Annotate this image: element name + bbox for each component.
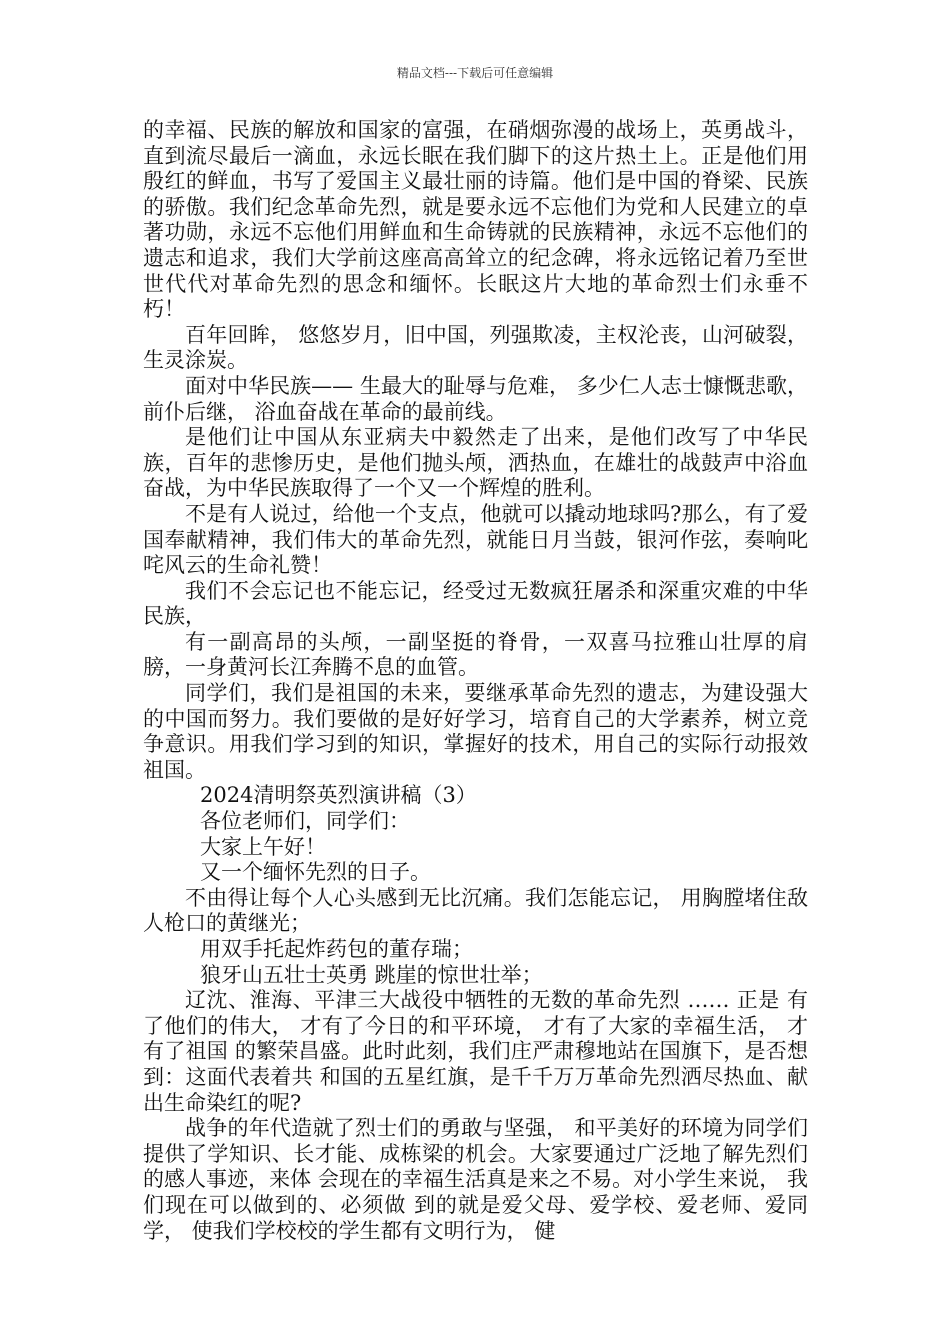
paragraph-14: 用双手托起炸药包的董存瑞；	[200, 937, 473, 961]
paragraph-8: 同学们，我们是祖国的未来，要继承革命先烈的遗志，为建设强大的中国而努力。我们要做的是好好学习，培育自己的大学素养，树立竞争意识。用我们学习到的知识，掌握好的技术，用自己的实际行动报效祖国。	[143, 681, 808, 782]
paragraph-17: 战争的年代造就了烈士们的勇敢与坚强， 和平美好的环境为同学们提供了学知识、长才能、成栋梁的机会。大家要通过广泛地了解先烈们的感人事迹，来体 会现在的幸福生活真是来之不易。对小学生来说， 我们现在可以做到的、必须做 到的就是爱父母、爱学校、爱老师、爱同学， 使我们学校校的学生都有文明行为， 健	[143, 1116, 808, 1243]
paragraph-3: 面对中华民族—— 生最大的耻辱与危难， 多少仁人志士慷慨悲歌，前仆后继， 浴血奋战在革命的最前线。	[143, 373, 808, 424]
paragraph-1: 的幸福、民族的解放和国家的富强，在硝烟弥漫的战场上，英勇战斗，直到流尽最后一滴血，永远长眠在我们脚下的这片热土上。正是他们用殷红的鲜血，书写了爱国主义最壮丽的诗篇。他们是中国的脊梁、民族的骄傲。我们纪念革命先烈，就是要永远不忘他们为党和人民建立的卓著功勋，永远不忘他们用鲜血和生命铸就的民族精神，永远不忘他们的遗志和追求，我们大学前这座高高耸立的纪念碑，将永远铭记着乃至世世代代对革命先烈的思念和缅怀。长眠这片大地的革命烈士们永垂不朽！	[143, 118, 808, 322]
paragraph-12: 又一个缅怀先烈的日子。	[200, 860, 431, 885]
greeting: 各位老师们，同学们：	[200, 809, 410, 834]
section-heading: 2024清明祭英烈演讲稿（3）	[200, 783, 477, 808]
page-header: 精品文档---下载后可任意编辑	[396, 66, 554, 80]
paragraph-13: 不由得让每个人心头感到无比沉痛。我们怎能忘记， 用胸膛堵住敌人枪口的黄继光；	[143, 885, 808, 936]
paragraph-5: 不是有人说过，给他一个支点，他就可以撬动地球吗?那么，有了爱国奉献精神，我们伟大的革命先烈，就能日月当鼓，银河作弦，奏响叱咤风云的生命礼赞！	[143, 501, 808, 578]
paragraph-16: 辽沈、淮海、平津三大战役中牺牲的无数的革命先烈 …… 正是 有了他们的伟大， 才有了今日的和平环境， 才有了大家的幸福生活， 才有了祖国 的繁荣昌盛。此时此刻，我们庄严肃穆地站在国旗下，是否想到：这面代表着共 和国的五星红旗，是千千万万革命先烈洒尽热血、献出生命染红的呢?	[143, 988, 808, 1115]
paragraph-2: 百年回眸， 悠悠岁月，旧中国，列强欺凌，主权沦丧，山河破裂，生灵涂炭。	[143, 322, 808, 373]
paragraph-4: 是他们让中国从东亚病夫中毅然走了出来，是他们改写了中华民族，百年的悲惨历史，是他们抛头颅，洒热血，在雄壮的战鼓声中浴血奋战，为中华民族取得了一个又一个辉煌的胜利。	[143, 425, 808, 501]
paragraph-7: 有一副高昂的头颅，一副坚挺的脊骨，一双喜马拉雅山壮厚的肩膀，一身黄河长江奔腾不息的血管。	[143, 629, 808, 680]
paragraph-6: 我们不会忘记也不能忘记，经受过无数疯狂屠杀和深重灾难的中华民族，	[143, 578, 808, 629]
salutation: 大家上午好！	[200, 834, 326, 859]
document-body	[143, 118, 808, 1244]
paragraph-15: 狼牙山五壮士英勇 跳崖的惊世壮举；	[200, 962, 543, 987]
